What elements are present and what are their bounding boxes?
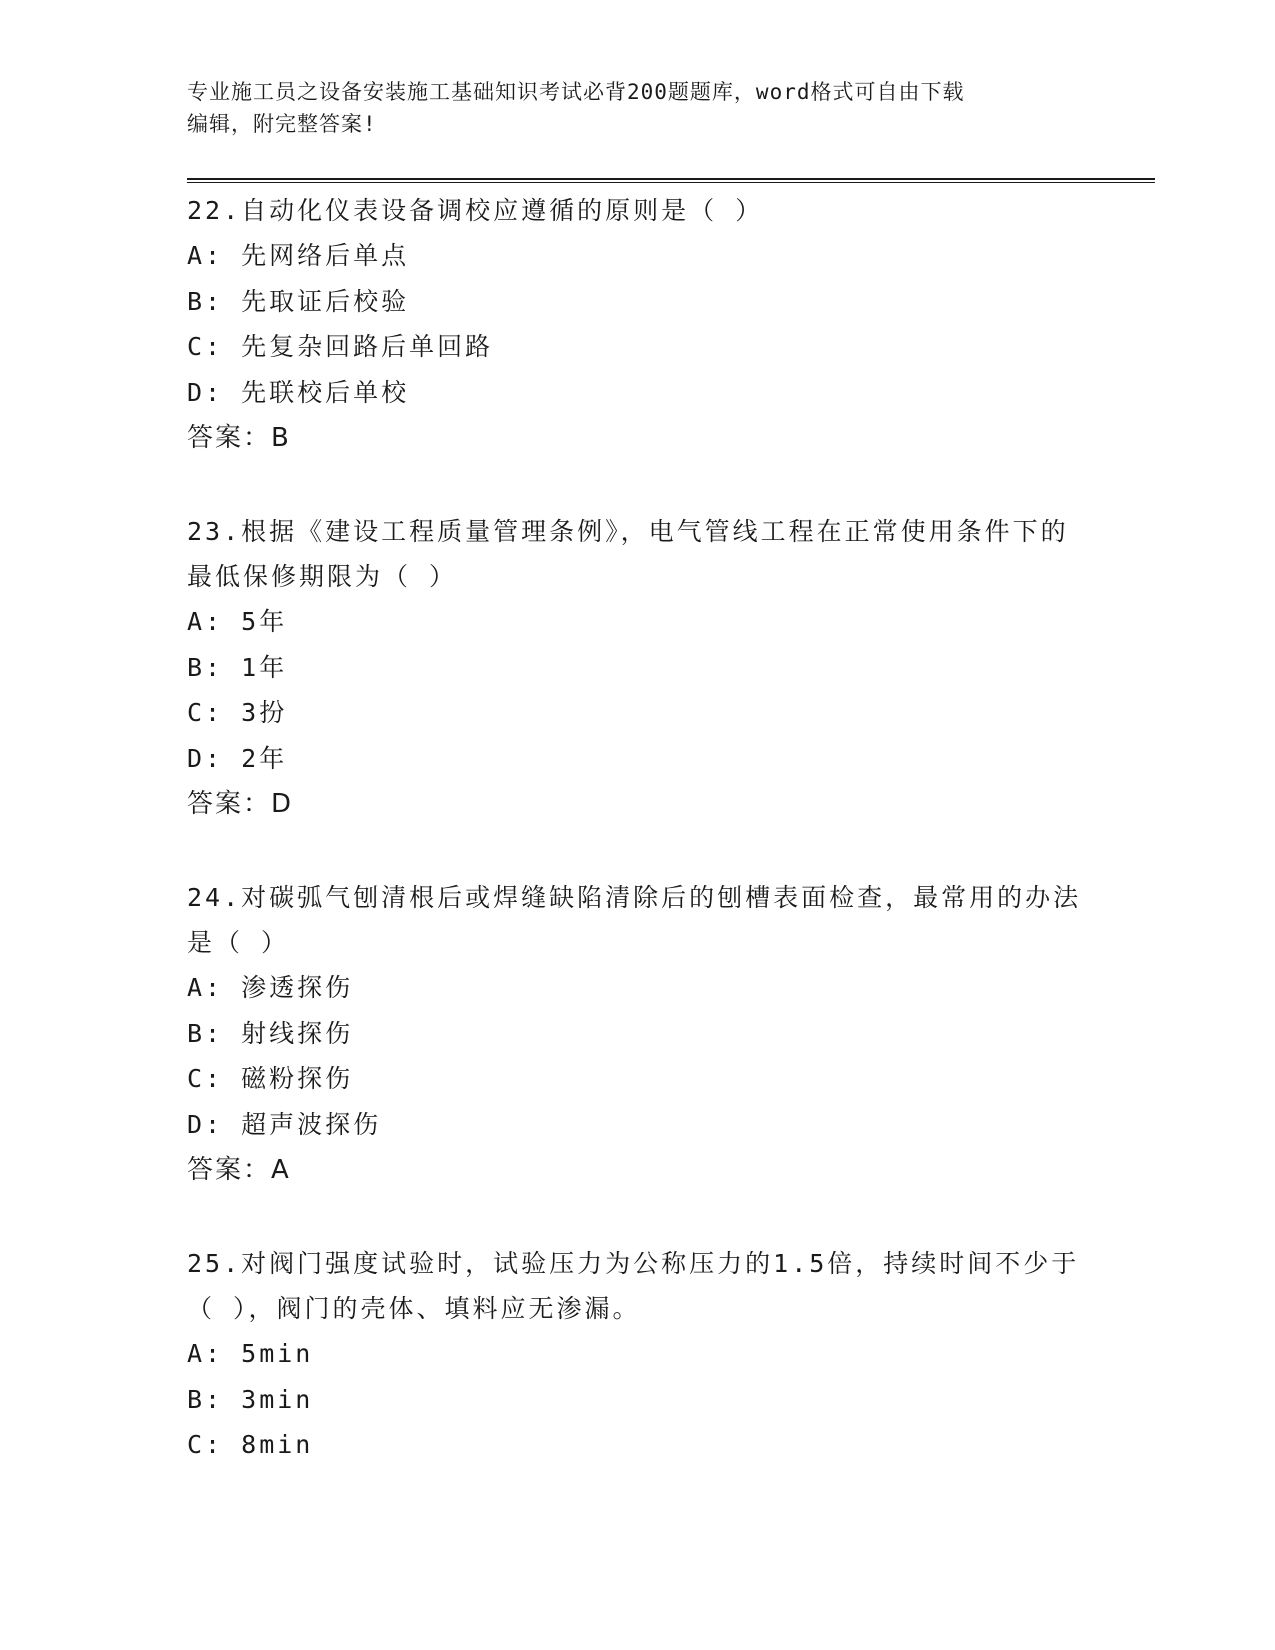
- header-divider-thick: [187, 178, 1155, 180]
- option-a: A: 先网络后单点: [187, 241, 410, 270]
- question-stem: 23.根据《建设工程质量管理条例》，电气管线工程在正常使用条件下的最低保修期限为（ ）: [187, 517, 1069, 591]
- question-25: [187, 1241, 1087, 1468]
- question-stem: 22.自动化仪表设备调校应遵循的原则是（ ）: [187, 196, 764, 225]
- option-d: D: 2年: [187, 743, 288, 773]
- question-22: [187, 188, 1087, 461]
- option-a: A: 渗透探伤: [187, 973, 354, 1002]
- option-c: C: 8min: [187, 1430, 314, 1459]
- option-a: A: 5min: [187, 1339, 314, 1368]
- option-c: C: 3扮: [187, 698, 288, 727]
- header-divider-thin: [187, 182, 1155, 183]
- header-title-line1: 专业施工员之设备安装施工基础知识考试必背200题题库，word格式可自由下载: [187, 80, 965, 104]
- header-title-line2: 编辑，附完整答案!: [187, 112, 377, 136]
- answer-line: 答案：D: [187, 789, 294, 819]
- option-c: C: 先复杂回路后单回路: [187, 332, 494, 361]
- option-b: B: 射线探伤: [187, 1018, 354, 1048]
- option-d: D: 先联校后单校: [187, 377, 410, 407]
- option-b: B: 先取证后校验: [187, 286, 410, 316]
- answer-line: 答案：B: [187, 423, 291, 453]
- question-stem: 25.对阀门强度试验时，试验压力为公称压力的1.5倍，持续时间不少于（ ），阀门的壳体、填料应无渗漏。: [187, 1249, 1080, 1323]
- document-header: [187, 76, 1067, 140]
- question-24: [187, 875, 1087, 1193]
- question-stem: 24.对碳弧气刨清根后或焊缝缺陷清除后的刨槽表面检查，最常用的办法是（ ）: [187, 883, 1082, 957]
- question-23: [187, 509, 1087, 827]
- option-c: C: 磁粉探伤: [187, 1064, 354, 1093]
- question-list: [187, 188, 1087, 1516]
- option-b: B: 3min: [187, 1384, 314, 1414]
- option-b: B: 1年: [187, 652, 288, 682]
- option-d: D: 超声波探伤: [187, 1109, 382, 1139]
- answer-line: 答案：A: [187, 1155, 291, 1185]
- option-a: A: 5年: [187, 607, 288, 636]
